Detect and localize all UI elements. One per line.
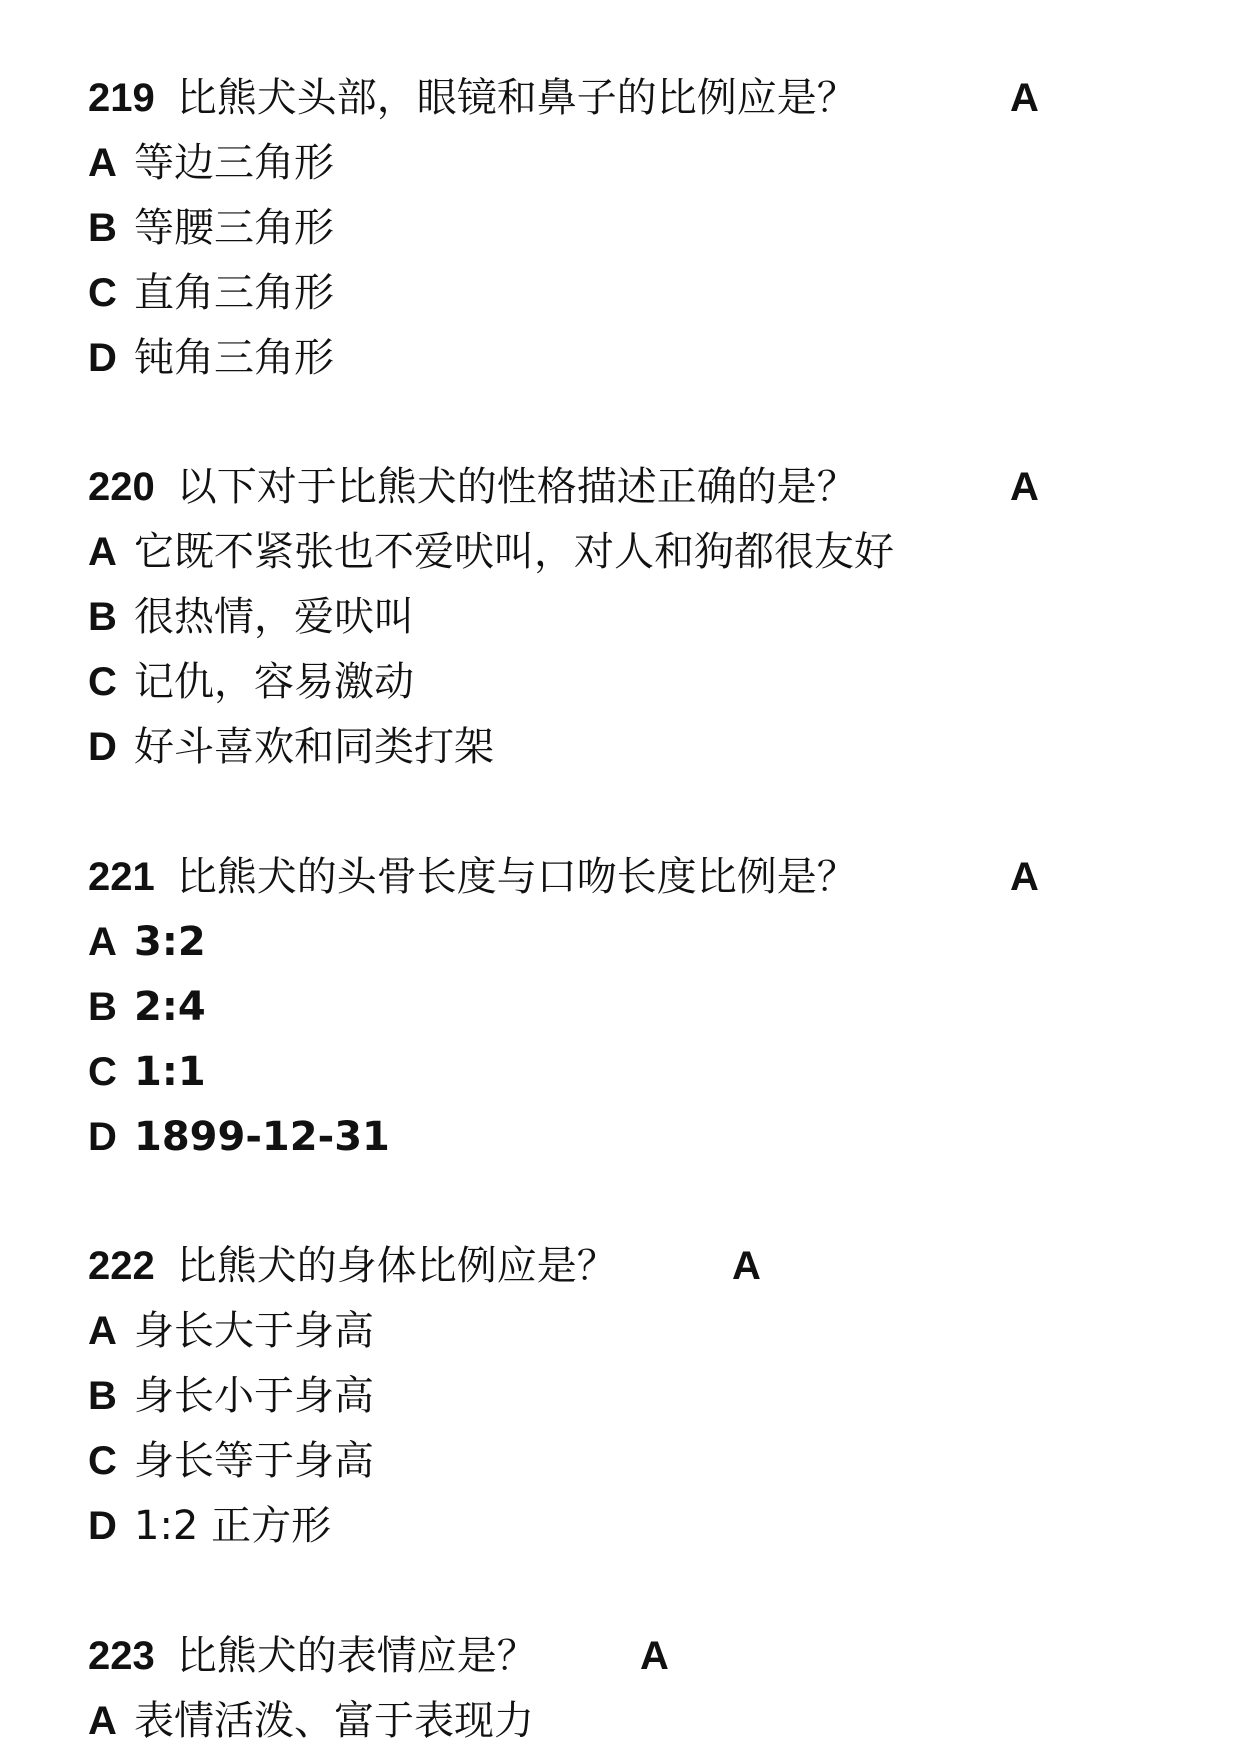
question-stem: 比熊犬头部，眼镜和鼻子的比例应是？	[176, 75, 857, 121]
option-letter: A	[88, 530, 117, 574]
option-d	[88, 1105, 1188, 1170]
question-number: 219	[88, 76, 155, 120]
option-text: 2:4	[134, 984, 206, 1030]
option-d	[88, 715, 1188, 780]
option-d	[88, 1494, 1188, 1559]
answer-key: A	[640, 1634, 669, 1678]
question-stem-line	[88, 66, 1188, 131]
option-letter: B	[88, 1374, 117, 1418]
option-c	[88, 650, 1188, 715]
option-letter: D	[88, 1115, 117, 1159]
option-text: 身长等于身高	[134, 1438, 374, 1484]
question-stem-line	[88, 1234, 1188, 1299]
option-letter: A	[88, 1309, 117, 1353]
option-text: 身长大于身高	[134, 1308, 374, 1354]
question-number: 223	[88, 1634, 155, 1678]
option-a	[88, 1689, 1188, 1754]
answer-key: A	[1010, 76, 1039, 120]
option-letter: A	[88, 1699, 117, 1743]
option-letter: C	[88, 1050, 117, 1094]
option-text: 等腰三角形	[134, 205, 334, 251]
option-text: 表情活泼、富于表现力	[134, 1698, 534, 1744]
option-text: 直角三角形	[134, 270, 334, 316]
question-219	[88, 66, 1188, 391]
option-b	[88, 196, 1188, 261]
option-text: 等边三角形	[134, 140, 334, 186]
option-a	[88, 131, 1188, 196]
option-letter: A	[88, 141, 117, 185]
option-text: 好斗喜欢和同类打架	[134, 724, 494, 770]
option-text: 记仇，容易激动	[134, 659, 414, 705]
option-letter: B	[88, 985, 117, 1029]
question-stem: 比熊犬的身体比例应是？	[176, 1243, 617, 1289]
option-b	[88, 585, 1188, 650]
option-letter: C	[88, 1439, 117, 1483]
option-text: 1:1	[134, 1049, 206, 1095]
option-text: 钝角三角形	[134, 335, 334, 381]
option-c	[88, 261, 1188, 326]
question-223	[88, 1624, 1188, 1754]
question-222	[88, 1234, 1188, 1559]
option-c	[88, 1040, 1188, 1105]
option-letter: C	[88, 271, 117, 315]
option-text: 3:2	[134, 919, 206, 965]
question-number: 222	[88, 1244, 155, 1288]
option-b	[88, 1364, 1188, 1429]
option-letter: B	[88, 206, 117, 250]
option-a	[88, 520, 1188, 585]
option-text: 很热情，爱吠叫	[134, 594, 414, 640]
question-stem-line	[88, 845, 1188, 910]
option-letter: D	[88, 1504, 117, 1548]
answer-key: A	[732, 1244, 761, 1288]
question-stem-line	[88, 1624, 1188, 1689]
option-text: 1899-12-31	[134, 1114, 390, 1160]
question-stem-line	[88, 455, 1188, 520]
option-text: 1:2 正方形	[134, 1503, 332, 1549]
option-text: 身长小于身高	[134, 1373, 374, 1419]
answer-key: A	[1010, 465, 1039, 509]
question-number: 221	[88, 855, 155, 899]
option-d	[88, 326, 1188, 391]
option-a	[88, 910, 1188, 975]
option-c	[88, 1429, 1188, 1494]
option-b	[88, 975, 1188, 1040]
question-stem: 比熊犬的表情应是？	[176, 1633, 537, 1679]
option-letter: D	[88, 725, 117, 769]
answer-key: A	[1010, 855, 1039, 899]
option-letter: D	[88, 336, 117, 380]
question-221	[88, 845, 1188, 1170]
question-stem: 以下对于比熊犬的性格描述正确的是？	[176, 464, 857, 510]
option-letter: A	[88, 920, 117, 964]
option-letter: C	[88, 660, 117, 704]
option-text: 它既不紧张也不爱吠叫，对人和狗都很友好	[134, 529, 894, 575]
question-number: 220	[88, 465, 155, 509]
option-a	[88, 1299, 1188, 1364]
question-220	[88, 455, 1188, 780]
question-stem: 比熊犬的头骨长度与口吻长度比例是？	[176, 854, 857, 900]
option-letter: B	[88, 595, 117, 639]
